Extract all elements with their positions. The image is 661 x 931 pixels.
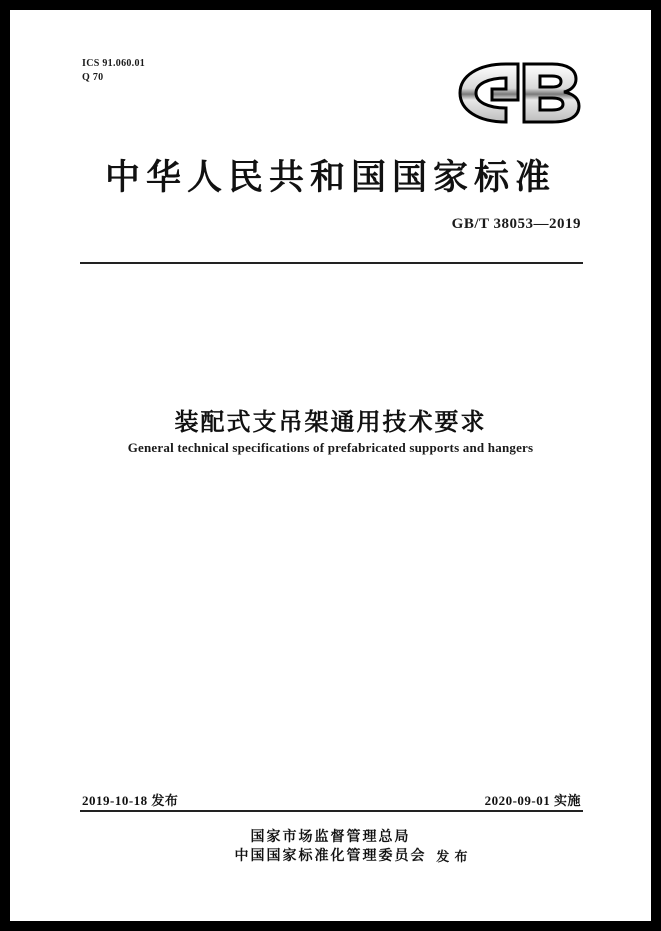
issue-date: 2019-10-18 发布	[82, 793, 179, 808]
divider-bottom	[80, 810, 583, 812]
ics-code: ICS 91.060.01	[82, 58, 146, 69]
gb-emblem-icon	[448, 58, 583, 128]
publish-verb: 发 布	[436, 849, 469, 864]
standard-cover-page	[10, 10, 651, 921]
publisher-line-2: 中国国家标准化管理委员会	[234, 849, 427, 864]
ics-block	[82, 57, 145, 85]
classification-code: Q 70	[82, 72, 104, 83]
divider-top	[80, 262, 583, 264]
publisher-inner	[234, 828, 469, 866]
standard-number: GB/T 38053—2019	[451, 216, 581, 232]
cover-content	[70, 10, 591, 921]
document-title-english: General technical specifications of prefabricated supports and hangers	[127, 440, 534, 455]
publisher-line-1: 国家市场监督管理总局	[250, 830, 411, 845]
publisher-block	[70, 828, 591, 866]
effective-date: 2020-09-01 实施	[484, 793, 581, 808]
national-standard-title: 中华人民共和国国家标准	[104, 158, 556, 197]
document-title-chinese: 装配式支吊架通用技术要求	[174, 410, 487, 436]
